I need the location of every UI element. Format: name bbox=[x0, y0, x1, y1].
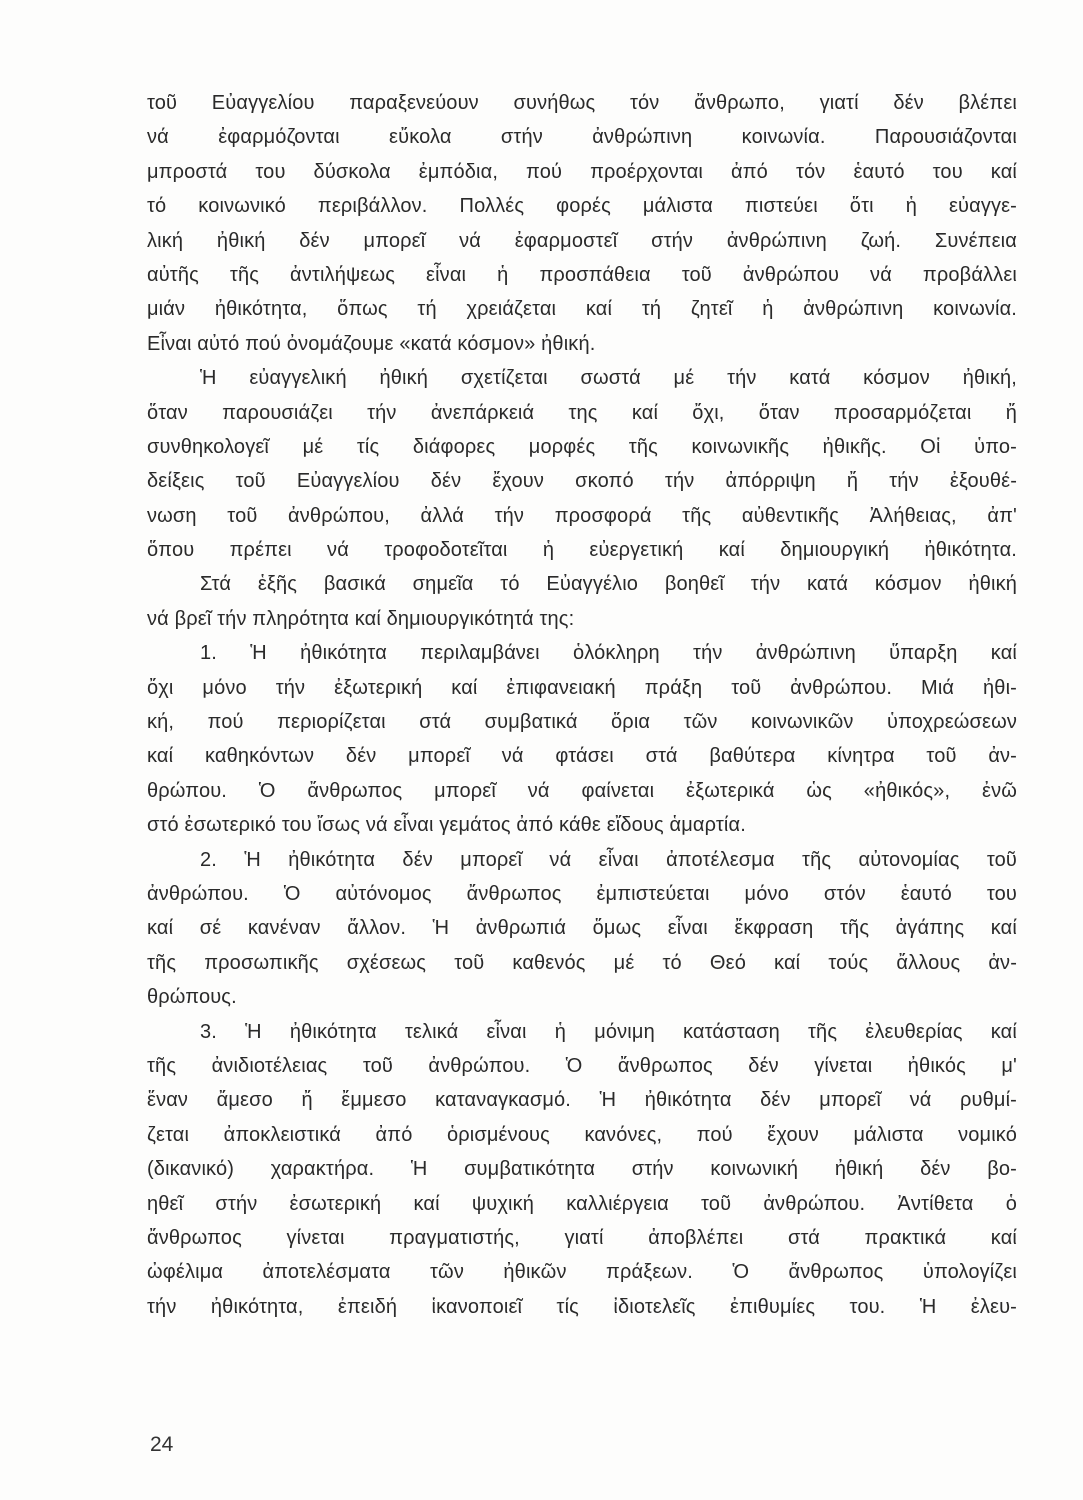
text-line: ἕναν ἄμεσο ἤ ἔμμεσο καταναγκασμό. Ἡ ἠθικότητα δέν μπορεῖ νά ρυθμί- bbox=[147, 1089, 1017, 1112]
text-line: τῆς προσωπικῆς σχέσεως τοῦ καθενός μέ τό Θεό καί τούς ἄλλους ἀν- bbox=[147, 951, 1017, 974]
text-line: μπροστά του δύσκολα ἐμπόδια, πού προέρχονται ἀπό τόν ἑαυτό του καί bbox=[147, 160, 1017, 183]
text-line: ὅταν παρουσιάζει τήν ἀνεπάρκειά της καί ὄχι, ὅταν προσαρμόζεται ἤ bbox=[147, 401, 1017, 424]
text-line: ἀνθρώπου. Ὁ αὐτόνομος ἄνθρωπος ἐμπιστεύεται μόνο στόν ἑαυτό του bbox=[147, 882, 1017, 905]
text-line: 1. Ἡ ἠθικότητα περιλαμβάνει ὁλόκληρη τήν ἀνθρώπινη ὕπαρξη καί bbox=[200, 642, 1017, 665]
page-number: 24 bbox=[150, 1433, 174, 1456]
text-line: 2. Ἡ ἠθικότητα δέν μπορεῖ νά εἶναι ἀποτέλεσμα τῆς αὐτονομίας τοῦ bbox=[200, 848, 1017, 871]
text-line: θρώπου. Ὁ ἄνθρωπος μπορεῖ νά φαίνεται ἐξωτερικά ὡς «ἠθικός», ἐνῶ bbox=[147, 779, 1017, 802]
body-text bbox=[147, 86, 1017, 1324]
text-line: ὅπου πρέπει νά τροφοδοτεῖται ἡ εὐεργετική καί δημιουργική ἠθικότητα. bbox=[147, 539, 1017, 562]
text-line: ὠφέλιμα ἀποτελέσματα τῶν ἠθικῶν πράξεων. Ὁ ἄνθρωπος ὑπολογίζει bbox=[147, 1261, 1017, 1284]
text-line: καί καθηκόντων δέν μπορεῖ νά φτάσει στά βαθύτερα κίνητρα τοῦ ἀν- bbox=[147, 745, 1017, 768]
text-line: κή, πού περιορίζεται στά συμβατικά ὅρια τῶν κοινωνικῶν ὑποχρεώσεων bbox=[147, 711, 1017, 734]
text-line: συνθηκολογεῖ μέ τίς διάφορες μορφές τῆς κοινωνικῆς ἠθικῆς. Οἱ ὑπο- bbox=[147, 435, 1017, 458]
text-line: στό ἐσωτερικό του ἴσως νά εἶναι γεμάτος ἀπό κάθε εἴδους ἁμαρτία. bbox=[147, 814, 746, 837]
text-line: ζεται ἀποκλειστικά ἀπό ὁρισμένους κανόνες, πού ἔχουν μάλιστα νομικό bbox=[147, 1123, 1017, 1146]
text-line: ὄχι μόνο τήν ἐξωτερική καί ἐπιφανειακή πράξη τοῦ ἀνθρώπου. Μιά ἠθι- bbox=[147, 676, 1017, 699]
text-line: ἄνθρωπος γίνεται πραγματιστής, γιατί ἀποβλέπει στά πρακτικά καί bbox=[147, 1226, 1017, 1249]
text-line: τοῦ Εὐαγγελίου παραξενεύουν συνήθως τόν ἄνθρωπο, γιατί δέν βλέπει bbox=[147, 92, 1017, 114]
text-line: ηθεῖ στήν ἐσωτερική καί ψυχική καλλιέργεια τοῦ ἀνθρώπου. Ἀντίθετα ὁ bbox=[147, 1192, 1017, 1215]
text-line: τῆς ἀνιδιοτέλειας τοῦ ἀνθρώπου. Ὁ ἄνθρωπος δέν γίνεται ἠθικός μ' bbox=[147, 1054, 1017, 1077]
text-line: νωση τοῦ ἀνθρώπου, ἀλλά τήν προσφορά τῆς αὐθεντικῆς Ἀλήθειας, ἀπ' bbox=[147, 504, 1017, 527]
text-line: τήν ἠθικότητα, ἐπειδή ἱκανοποιεῖ τίς ἰδιοτελεῖς ἐπιθυμίες του. Ἡ ἐλευ- bbox=[147, 1295, 1017, 1318]
text-line: δείξεις τοῦ Εὐαγγελίου δέν ἔχουν σκοπό τήν ἀπόρριψη ἤ τήν ἐξουθέ- bbox=[147, 470, 1017, 493]
text-line: μιάν ἠθικότητα, ὅπως τή χρειάζεται καί τή ζητεῖ ἡ ἀνθρώπινη κοινωνία. bbox=[147, 298, 1017, 321]
text-line: αὐτῆς τῆς ἀντιλήψεως εἶναι ἡ προσπάθεια τοῦ ἀνθρώπου νά προβάλλει bbox=[147, 263, 1017, 286]
text-line: λική ἠθική δέν μπορεῖ νά ἐφαρμοστεῖ στήν ἀνθρώπινη ζωή. Συνέπεια bbox=[147, 229, 1017, 252]
text-line: θρώπους. bbox=[147, 986, 237, 1009]
text-line: καί σέ κανέναν ἄλλον. Ἡ ἀνθρωπιά ὅμως εἶναι ἔκφραση τῆς ἀγάπης καί bbox=[147, 917, 1017, 940]
text-line: (δικανικό) χαρακτήρα. Ἡ συμβατικότητα στήν κοινωνική ἠθική δέν βο- bbox=[147, 1158, 1017, 1181]
text-line: τό κοινωνικό περιβάλλον. Πολλές φορές μάλιστα πιστεύει ὅτι ἡ εὐαγγε- bbox=[147, 195, 1017, 218]
text-line: νά βρεῖ τήν πληρότητα καί δημιουργικότητά της: bbox=[147, 607, 575, 630]
text-line: νά ἐφαρμόζονται εὔκολα στήν ἀνθρώπινη κοινωνία. Παρουσιάζονται bbox=[147, 126, 1017, 149]
text-line: Εἶναι αὐτό πού ὀνομάζουμε «κατά κόσμον» ἠθική. bbox=[147, 332, 596, 355]
text-line: Στά ἑξῆς βασικά σημεῖα τό Εὐαγγέλιο βοηθεῖ τήν κατά κόσμον ἠθική bbox=[200, 573, 1017, 596]
text-line: Ἡ εὐαγγελική ἠθική σχετίζεται σωστά μέ τήν κατά κόσμον ἠθική, bbox=[200, 367, 1017, 390]
text-line: 3. Ἡ ἠθικότητα τελικά εἶναι ἡ μόνιμη κατάσταση τῆς ἐλευθερίας καί bbox=[200, 1020, 1017, 1043]
